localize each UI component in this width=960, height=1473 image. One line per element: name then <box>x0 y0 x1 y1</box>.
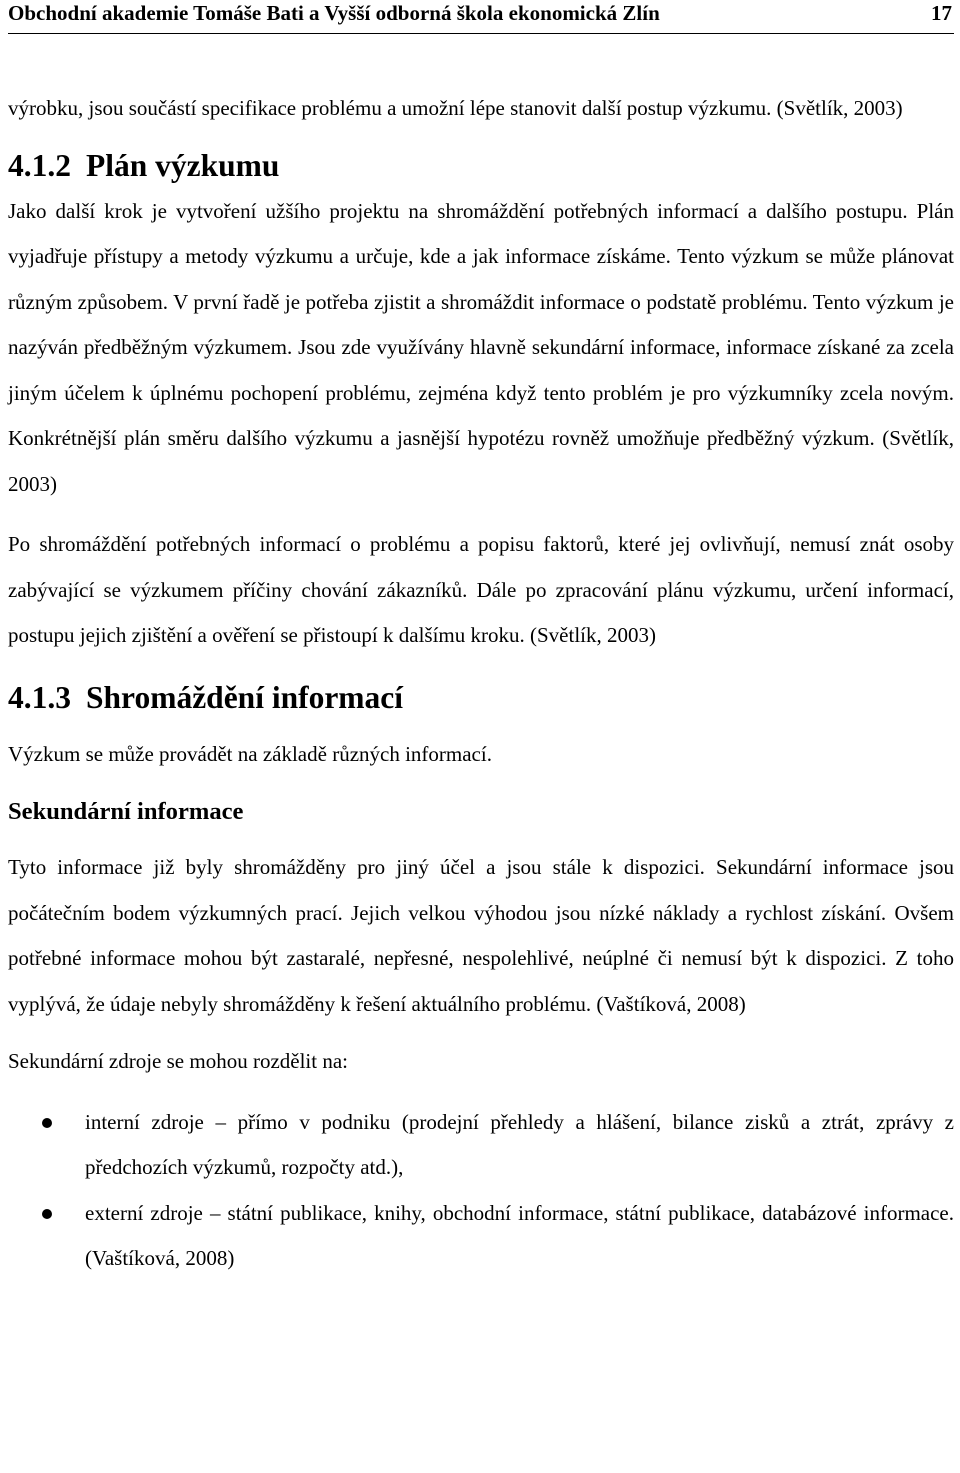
list-item-text: externí zdroje – státní publikace, knihy, obchodní informace, státní publikace, databázové informace. (Vaštíková, 2008) <box>85 1200 954 1270</box>
paragraph-plan-vyzkumu: Jako další krok je vytvoření užšího projektu na shromáždění potřebných informací a dalšího postupu. Plán vyjadřuje přístupy a metody výzkumu a určuje, kde a jak informace získáme. Tento výzkum se může plánovat různým způsobem. V první řadě je potřeba zjistit a shromáždit informace o podstatě problému. Tento výzkum je nazýván předběžným výzkumem. Jsou zde využívány hlavně sekundární informace, informace získané za zcela jiným účelem k úplnému pochopení problému, zejména když tento problém je pro výzkumníky zcela novým. Konkrétnější plán směru dalšího výzkumu a jasnější hypotézu rovněž umožňuje předběžný výzkum. (Světlík, 2003) <box>8 198 954 496</box>
subheading-sekundarni: Sekundární informace <box>8 798 244 825</box>
header-title: Obchodní akademie Tomáše Bati a Vyšší odborná škola ekonomická Zlín <box>8 1 660 25</box>
paragraph-shromazdeni: Po shromáždění potřebných informací o problému a popisu faktorů, které jej ovlivňují, nemusí znát osoby zabývající se výzkumem příčiny chování zákazníků. Dále po zpracování plánu výzkumu, určení informací, postupu jejich zjištění a ověření se přistoupí k dalšímu kroku. (Světlík, 2003) <box>8 532 954 647</box>
paragraph-sekundarni: Tyto informace již byly shromážděny pro jiný účel a jsou stále k dispozici. Sekundární informace jsou počátečním bodem výzkumných prací. Jejich velkou výhodou jsou nízké náklady a rychlost získání. Ovšem potřebné informace mohou být zastaralé, nepřesné, nespolehlivé, neúplné či nemusí být k dispozici. Z toho vyplývá, že údaje nebyly shromážděny k řešení aktuálního problému. (Vaštíková, 2008) <box>8 855 954 1016</box>
intro-paragraph: výrobku, jsou součástí specifikace problému a umožní lépe stanovit další postup výzkumu. (Světlík, 2003) <box>8 96 903 120</box>
list-intro: Sekundární zdroje se mohou rozdělit na: <box>8 1049 348 1073</box>
section-title: Shromáždění informací <box>86 679 404 715</box>
list-item <box>8 1191 954 1282</box>
running-header <box>8 0 954 34</box>
section-heading-4-1-3 <box>8 675 954 720</box>
section-title: Plán výzkumu <box>86 147 280 183</box>
list-item-text: interní zdroje – přímo v podniku (prodejní přehledy a hlášení, bilance zisků a ztrát, zprávy z předchozích výzkumů, rozpočty atd.), <box>85 1109 954 1179</box>
paragraph-vyzkum-informace: Výzkum se může provádět na základě různých informací. <box>8 741 492 766</box>
bullet-list <box>8 1100 954 1282</box>
page-number: 17 <box>931 1 952 25</box>
list-item <box>8 1100 954 1191</box>
document-page <box>8 0 954 1282</box>
bullet-icon <box>42 1209 52 1219</box>
section-number: 4.1.2 <box>8 147 71 183</box>
bullet-icon <box>42 1118 52 1128</box>
section-heading-4-1-2 <box>8 143 954 188</box>
section-number: 4.1.3 <box>8 679 71 715</box>
